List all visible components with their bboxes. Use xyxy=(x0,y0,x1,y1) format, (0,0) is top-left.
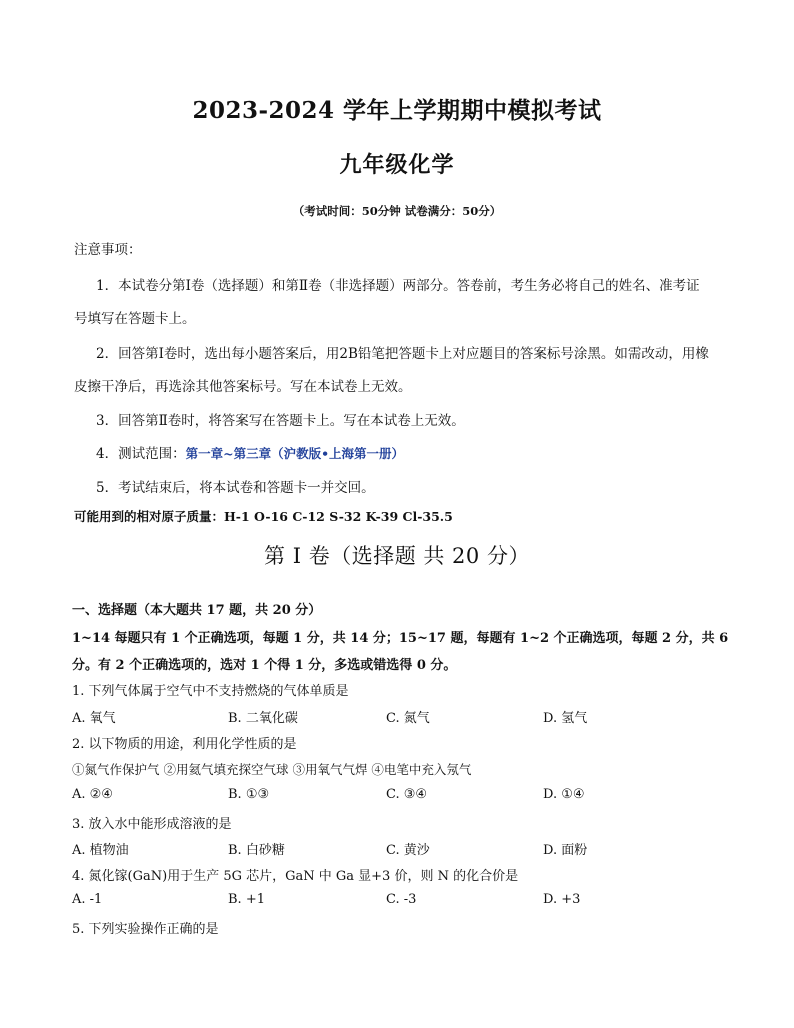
question-4-stem: 4. 氮化镓(GaN)用于生产 5G 芯片，GaN 中 Ga 显+3 价，则 N 的化合价是 xyxy=(72,869,519,884)
question-2-option-c: C. ③④ xyxy=(386,787,428,802)
question-3-option-d: D. 面粉 xyxy=(543,843,588,858)
part-heading: 一、选择题（本大题共 17 题，共 20 分） xyxy=(72,603,322,618)
exam-time-score: （考试时间：50分钟 试卷满分：50分） xyxy=(292,204,502,218)
question-1-option-b: B. 二氧化碳 xyxy=(228,711,298,726)
notice-item-1-line-2: 号填写在答题卡上。 xyxy=(74,311,196,327)
question-1-option-c: C. 氮气 xyxy=(386,711,430,726)
notice-item-2-line-1: 2．回答第Ⅰ卷时，选出每小题答案后，用2B铅笔把答题卡上对应题目的答案标号涂黑。如需改动，用橡 xyxy=(96,346,709,362)
notice-item-2-line-2: 皮擦干净后，再选涂其他答案标号。写在本试卷上无效。 xyxy=(74,379,412,395)
question-3-option-c: C. 黄沙 xyxy=(386,843,430,858)
notice-item-5: 5．考试结束后，将本试卷和答题卡一并交回。 xyxy=(96,480,375,496)
question-2-option-b: B. ①③ xyxy=(228,787,270,802)
section-title: 第 I 卷（选择题 共 20 分） xyxy=(264,544,530,568)
notice-heading: 注意事项： xyxy=(74,242,142,258)
question-2-option-a: A. ②④ xyxy=(72,787,113,802)
notice-item-4-prefix: 4．测试范围： xyxy=(96,446,186,462)
question-3-option-a: A. 植物油 xyxy=(72,843,129,858)
question-4-option-d: D. +3 xyxy=(543,892,581,907)
question-1-option-a: A. 氧气 xyxy=(72,711,116,726)
rule-line-1: 1~14 每题只有 1 个正确选项，每题 1 分，共 14 分；15~17 题，每题有 1~2 个正确选项，每题 2 分，共 6 xyxy=(72,631,729,646)
question-3-option-b: B. 白砂糖 xyxy=(228,843,285,858)
exam-title: 2023-2024 学年上学期期中模拟考试 xyxy=(192,97,602,124)
question-4-option-c: C. -3 xyxy=(386,892,417,907)
rule-line-2: 分。有 2 个正确选项的，选对 1 个得 1 分，多选或错选得 0 分。 xyxy=(72,658,457,673)
test-range: 第一章~第三章（沪教版•上海第一册） xyxy=(185,446,405,461)
question-1-option-d: D. 氢气 xyxy=(543,711,588,726)
question-1-stem: 1. 下列气体属于空气中不支持燃烧的气体单质是 xyxy=(72,684,349,699)
question-2-items: ①氮气作保护气 ②用氦气填充探空气球 ③用氧气气焊 ④电笔中充入氖气 xyxy=(72,762,472,777)
question-4-option-a: A. -1 xyxy=(72,892,103,907)
question-5-stem: 5. 下列实验操作正确的是 xyxy=(72,922,219,937)
question-4-option-b: B. +1 xyxy=(228,892,265,907)
question-3-stem: 3. 放入水中能形成溶液的是 xyxy=(72,817,232,832)
notice-item-3: 3．回答第Ⅱ卷时，将答案写在答题卡上。写在本试卷上无效。 xyxy=(96,413,465,429)
question-2-option-d: D. ①④ xyxy=(543,787,585,802)
notice-item-4 xyxy=(96,442,404,462)
atomic-masses: 可能用到的相对原子质量：H-1 O-16 C-12 S-32 K-39 Cl-35.5 xyxy=(74,509,453,524)
notice-item-1-line-1: 1．本试卷分第Ⅰ卷（选择题）和第Ⅱ卷（非选择题）两部分。答卷前，考生务必将自己的姓名、准考证 xyxy=(96,278,700,294)
exam-subtitle: 九年级化学 xyxy=(339,152,455,178)
question-2-stem: 2. 以下物质的用途，利用化学性质的是 xyxy=(72,737,297,752)
